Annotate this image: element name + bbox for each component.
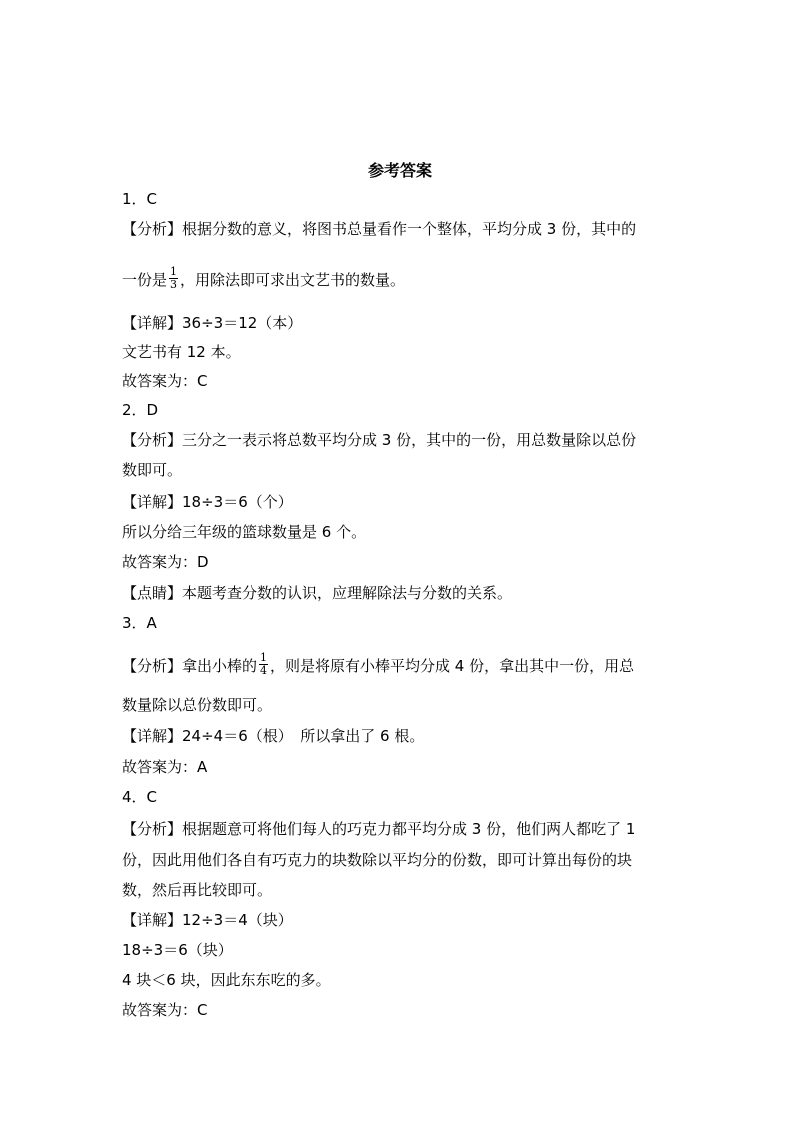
q2-result: 所以分给三年级的篮球数量是 6 个。 <box>122 523 367 541</box>
fraction-denominator: 4 <box>260 664 268 677</box>
q3-analysis-line2: 数量除以总份数即可。 <box>122 696 273 714</box>
q4-detail-line2: 18÷3＝6（块） <box>122 941 233 959</box>
q4-analysis-line3: 数，然后再比较即可。 <box>122 881 273 899</box>
fraction-numerator: 1 <box>260 651 268 664</box>
q1-analysis-post: ，用除法即可求出文艺书的数量。 <box>180 271 406 289</box>
q3-detail: 【详解】24÷4＝6（根） 所以拿出了 6 根。 <box>122 727 425 745</box>
q3-analysis-post: ，则是将原有小棒平均分成 4 份，拿出其中一份，用总 <box>270 657 635 675</box>
q3-conclusion: 故答案为：A <box>122 758 208 776</box>
q1-detail: 【详解】36÷3＝12（本） <box>122 314 303 332</box>
fraction-numerator: 1 <box>170 265 178 278</box>
q4-conclusion: 故答案为：C <box>122 1001 208 1019</box>
q3-answer: 3．A <box>122 614 157 632</box>
fraction-denominator: 3 <box>170 278 178 291</box>
q3-analysis-pre: 【分析】拿出小棒的 <box>122 657 258 675</box>
q1-answer: 1．C <box>122 190 158 208</box>
q2-analysis-line2: 数即可。 <box>122 461 183 479</box>
q2-detail: 【详解】18÷3＝6（个） <box>122 493 293 511</box>
q1-analysis-line2 <box>122 265 682 293</box>
q2-comment: 【点睛】本题考查分数的认识，应理解除法与分数的关系。 <box>122 584 513 602</box>
page-title: 参考答案 <box>367 161 432 180</box>
q1-analysis-pre: 一份是 <box>122 271 168 289</box>
q4-analysis-line2: 份，因此用他们各自有巧克力的块数除以平均分的份数，即可计算出每份的块 <box>122 851 633 869</box>
fraction-one-third <box>169 266 178 291</box>
q4-result: 4 块＜6 块，因此东东吃的多。 <box>122 971 331 989</box>
q2-analysis-line1: 【分析】三分之一表示将总数平均分成 3 份，其中的一份，用总数量除以总份 <box>122 431 637 449</box>
q2-answer: 2．D <box>122 401 159 419</box>
q3-analysis-line1 <box>122 651 682 679</box>
q4-detail-line1: 【详解】12÷3＝4（块） <box>122 911 293 929</box>
fraction-one-fourth <box>259 652 268 677</box>
q4-analysis-line1: 【分析】根据题意可将他们每人的巧克力都平均分成 3 份，他们两人都吃了 1 <box>122 820 636 838</box>
q1-result: 文艺书有 12 本。 <box>122 343 241 361</box>
q4-answer: 4．C <box>122 788 158 806</box>
q1-conclusion: 故答案为：C <box>122 372 208 390</box>
q1-analysis-line1: 【分析】根据分数的意义，将图书总量看作一个整体，平均分成 3 份，其中的 <box>122 220 637 238</box>
q2-conclusion: 故答案为：D <box>122 553 209 571</box>
